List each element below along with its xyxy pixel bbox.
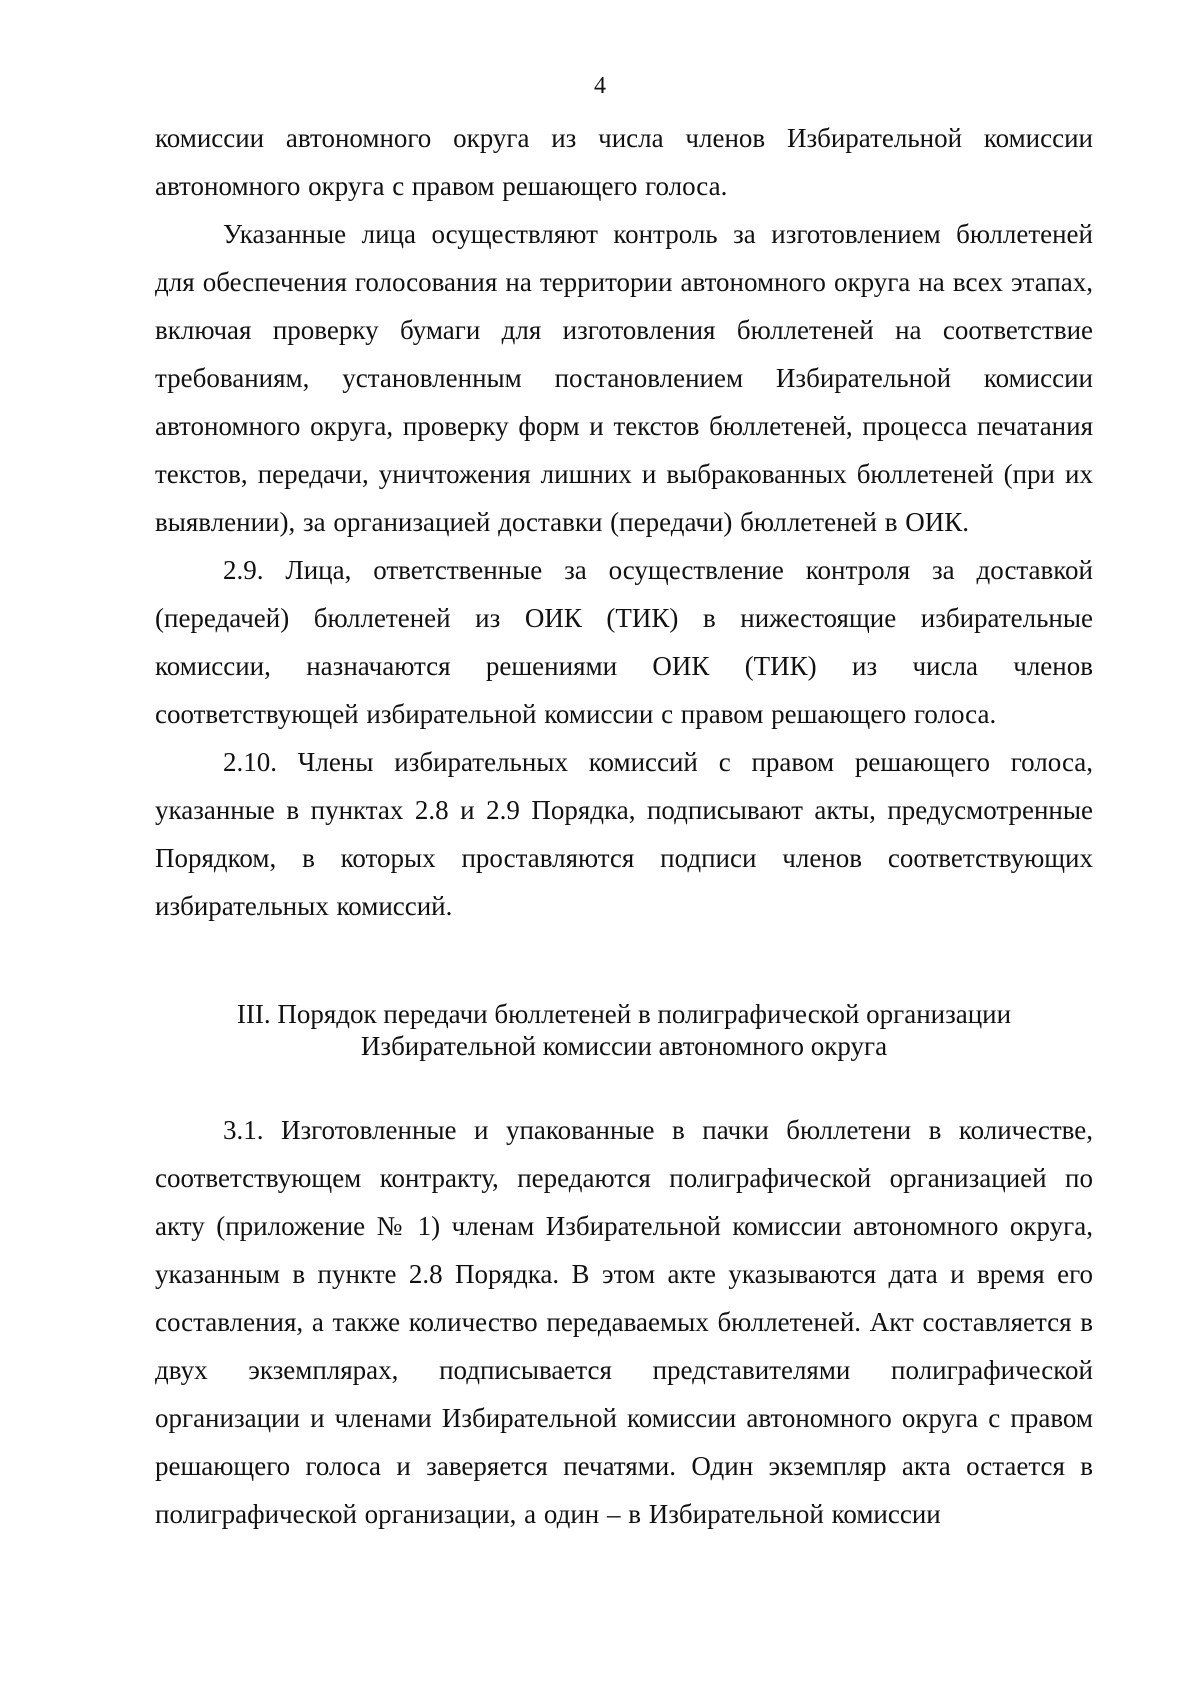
section-title-line-2: Избирательной комиссии автономного округа xyxy=(360,1031,888,1061)
paragraph-controllers: Указанные лица осуществляют контроль за изготовлением бюллетеней для обеспечения голосования на территории автономного округа на всех этапах, включая проверку бумаги для изготовления бюллетеней на соответствие требованиям, установленным постановлением Избирательной комиссии автономного округа, проверку форм и текстов бюллетеней, процесса печатания текстов, передачи, уничтожения лишних и выбракованных бюллетеней (при их выявлении), за организацией доставки (передачи) бюллетеней в ОИК. xyxy=(155,219,1093,537)
paragraph-continuation: комиссии автономного округа из числа членов Избирательной комиссии автономного округа с правом решающего голоса. xyxy=(155,123,1093,201)
document-body xyxy=(155,114,1093,1538)
paragraph-3-1: 3.1. Изготовленные и упакованные в пачки бюллетени в количестве, соответствующем контракту, передаются полиграфической организацией по акту (приложение № 1) членам Избирательной комиссии автономного округа, указанным в пункте 2.8 Порядка. В этом акте указываются дата и время его составления, а также количество передаваемых бюллетеней. Акт составляется в двух экземплярах, подписывается представителями полиграфической организации и членами Избирательной комиссии автономного округа с правом решающего голоса и заверяется печатями. Один экземпляр акта остается в полиграфической организации, а один – в Избирательной комиссии xyxy=(155,1115,1093,1529)
paragraph-2-10: 2.10. Члены избирательных комиссий с правом решающего голоса, указанные в пунктах 2.8 и 2.9 Порядка, подписывают акты, предусмотренные Порядком, в которых проставляются подписи членов соответствующих избирательных комиссий. xyxy=(155,747,1093,921)
section-title xyxy=(155,998,1093,1062)
section-title-line-1: III. Порядок передачи бюллетеней в полиграфической организации xyxy=(236,999,1012,1029)
paragraph-2-9: 2.9. Лица, ответственные за осуществление контроля за доставкой (передачей) бюллетеней из ОИК (ТИК) в нижестоящие избирательные комиссии, назначаются решениями ОИК (ТИК) из числа членов соответствующей избирательной комиссии с правом решающего голоса. xyxy=(155,555,1093,729)
page-number: 4 xyxy=(594,73,606,99)
